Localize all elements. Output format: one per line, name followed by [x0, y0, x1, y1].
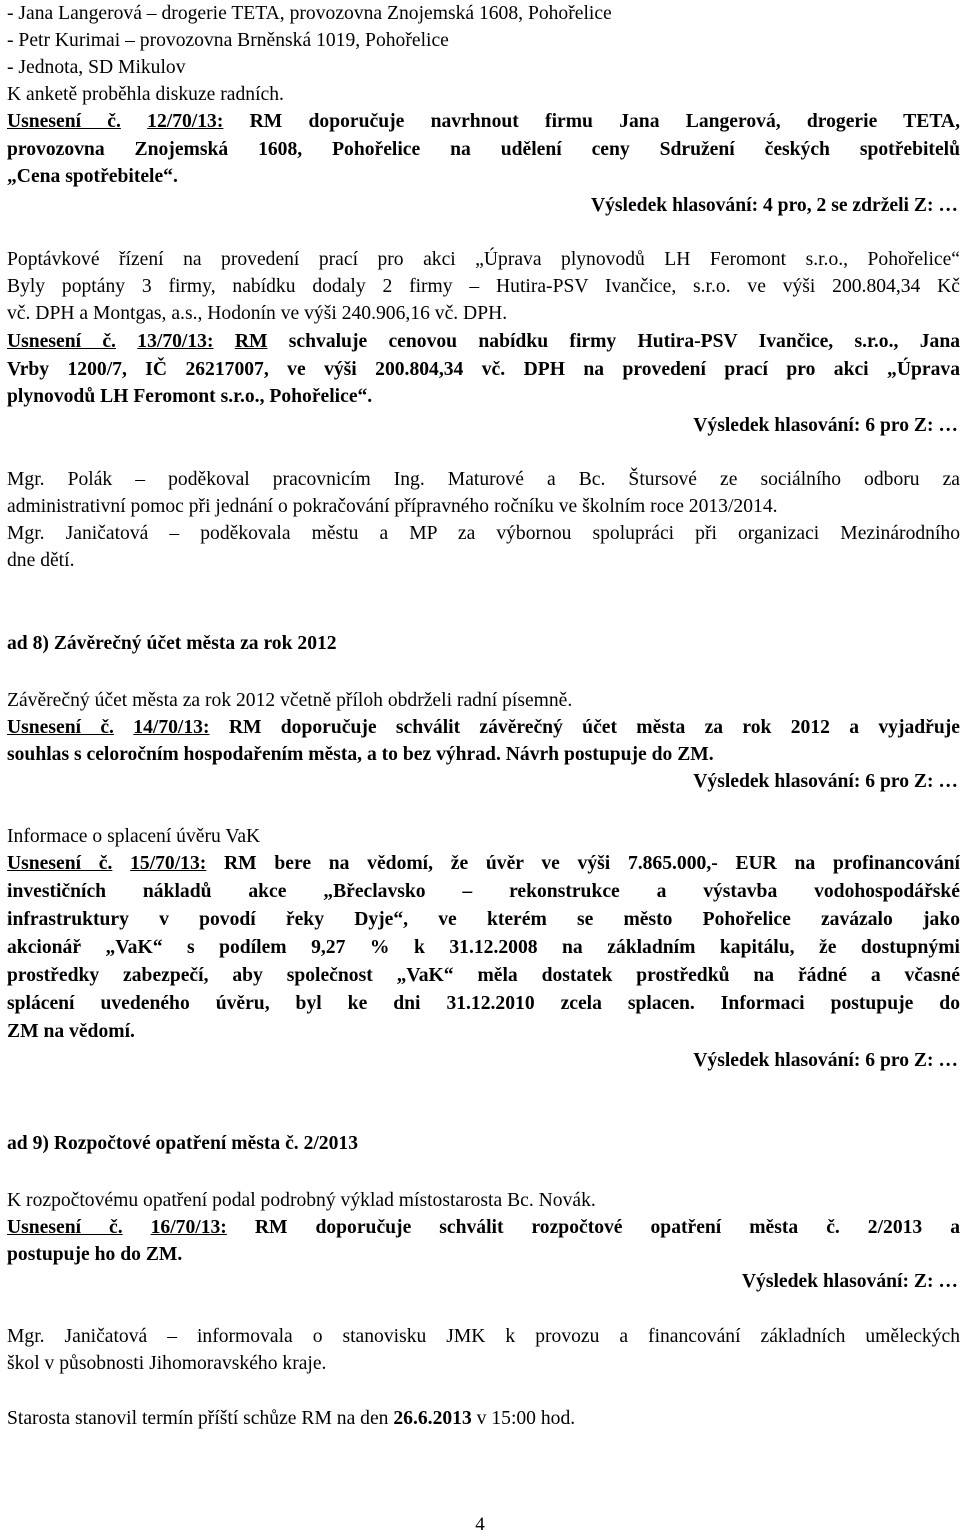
- resolution-text: postupuje ho do ZM.: [7, 1244, 183, 1265]
- paragraph: Mgr. Janičatová – informovala o stanovisku JMK k provozu a financování základních uměleckých: [7, 1326, 960, 1347]
- resolution-label: Usnesení č.: [7, 1217, 123, 1238]
- resolution-text: „Cena spotřebitele“.: [7, 166, 178, 187]
- paragraph: vč. DPH a Montgas, a.s., Hodonín ve výši 240.906,16 vč. DPH.: [7, 303, 508, 324]
- paragraph: K rozpočtovému opatření podal podrobný výklad místostarosta Bc. Novák.: [7, 1190, 596, 1211]
- list-item: - Jana Langerová – drogerie TETA, provozovna Znojemská 1608, Pohořelice: [7, 3, 612, 24]
- resolution-text: RM doporučuje navrhnout firmu Jana Langerová, drogerie TETA,: [249, 111, 960, 132]
- section-heading: ad 8) Závěrečný účet města za rok 2012: [7, 633, 337, 654]
- resolution-text: infrastruktury v povodí řeky Dyje“, ve kterém se město Pohořelice zavázalo jako: [7, 909, 960, 930]
- resolution-text: investičních nákladů akce „Břeclavsko – rekonstrukce a výstavba vodohospodářské: [7, 881, 960, 902]
- resolution-label: Usnesení č.: [7, 853, 113, 874]
- page-number: 4: [475, 1514, 485, 1535]
- resolution-text: schvaluje cenovou nabídku firmy Hutira-PSV Ivančice, s.r.o., Jana: [288, 331, 960, 352]
- paragraph: Mgr. Janičatová – poděkovala městu a MP za výbornou spolupráci při organizaci Mezinárodního: [7, 523, 960, 544]
- meeting-date: 26.6.2013: [393, 1408, 472, 1429]
- resolution-text: provozovna Znojemská 1608, Pohořelice na udělení ceny Sdružení českých spotřebitelů: [7, 139, 960, 160]
- vote-result: Výsledek hlasování: 6 pro Z: …: [693, 415, 958, 436]
- list-item: - Jednota, SD Mikulov: [7, 57, 186, 78]
- resolution-text: akcionář „VaK“ s podílem 9,27 % k 31.12.2008 na základním kapitálu, že dostupnými: [7, 937, 960, 958]
- paragraph: Byly poptány 3 firmy, nabídku dodaly 2 firmy – Hutira-PSV Ivančice, s.r.o. ve výši 200.804,34 Kč: [7, 276, 960, 297]
- resolution-text: souhlas s celoročním hospodařením města, a to bez výhrad. Návrh postupuje do ZM.: [7, 744, 714, 765]
- resolution-text: prostředky zabezpečí, aby společnost „VaK“ měla dostatek prostředků na řádné a včasné: [7, 965, 960, 986]
- meeting-suffix: v 15:00 hod.: [476, 1408, 576, 1429]
- resolution-number: 15/70/13:: [130, 853, 207, 874]
- vote-result: Výsledek hlasování: 6 pro Z: …: [693, 771, 958, 792]
- resolution-text: RM doporučuje schválit závěrečný účet města za rok 2012 a vyjadřuje: [228, 717, 960, 738]
- resolution-label: Usnesení č.: [7, 717, 114, 738]
- paragraph: Poptávkové řízení na provedení prací pro akci „Úprava plynovodů LH Feromont s.r.o., Pohořelice“: [7, 249, 960, 270]
- resolution-text: RM bere na vědomí, že úvěr ve výši 7.865.000,- EUR na profinancování: [224, 853, 960, 874]
- section-heading: Informace o splacení úvěru VaK: [7, 826, 261, 847]
- resolution-number: 12/70/13:: [147, 111, 224, 132]
- paragraph: K anketě proběhla diskuze radních.: [7, 84, 284, 105]
- resolution-number: 13/70/13:: [137, 331, 214, 352]
- resolution-15: [7, 850, 960, 877]
- resolution-label: Usnesení č.: [7, 111, 121, 132]
- resolution-text: plynovodů LH Feromont s.r.o., Pohořelice“.: [7, 386, 373, 407]
- list-item: - Petr Kurimai – provozovna Brněnská 1019, Pohořelice: [7, 30, 449, 51]
- vote-result: Výsledek hlasování: 6 pro Z: …: [693, 1050, 958, 1071]
- next-meeting: [7, 1405, 575, 1432]
- meeting-prefix: Starosta stanovil termín příští schůze RM na den: [7, 1408, 389, 1429]
- paragraph: dne dětí.: [7, 550, 75, 571]
- resolution-16: [7, 1214, 960, 1241]
- vote-result: Výsledek hlasování: Z: …: [741, 1271, 958, 1292]
- paragraph: Závěrečný účet města za rok 2012 včetně příloh obdrželi radní písemně.: [7, 690, 573, 711]
- resolution-rm: RM: [234, 331, 268, 352]
- resolution-text: ZM na vědomí.: [7, 1021, 135, 1042]
- paragraph: škol v působnosti Jihomoravského kraje.: [7, 1353, 327, 1374]
- resolution-14: [7, 714, 960, 741]
- section-heading: ad 9) Rozpočtové opatření města č. 2/2013: [7, 1133, 358, 1154]
- resolution-number: 14/70/13:: [133, 717, 210, 738]
- resolution-12: [7, 108, 960, 135]
- resolution-number: 16/70/13:: [150, 1217, 227, 1238]
- resolution-text: Vrby 1200/7, IČ 26217007, ve výši 200.804,34 vč. DPH na provedení prací pro akci „Úprava: [7, 359, 960, 380]
- resolution-13: [7, 328, 960, 355]
- vote-result: Výsledek hlasování: 4 pro, 2 se zdrželi Z: …: [590, 195, 958, 216]
- resolution-text: splácení uvedeného úvěru, byl ke dni 31.12.2010 zcela splacen. Informaci postupuje do: [7, 993, 960, 1014]
- resolution-text: RM doporučuje schválit rozpočtové opatření města č. 2/2013 a: [254, 1217, 960, 1238]
- paragraph: administrativní pomoc při jednání o pokračování přípravného ročníku ve školním roce 2013/2014.: [7, 496, 778, 517]
- paragraph: Mgr. Polák – poděkoval pracovnicím Ing. Maturové a Bc. Štursové ze sociálního odboru za: [7, 469, 960, 490]
- resolution-label: Usnesení č.: [7, 331, 116, 352]
